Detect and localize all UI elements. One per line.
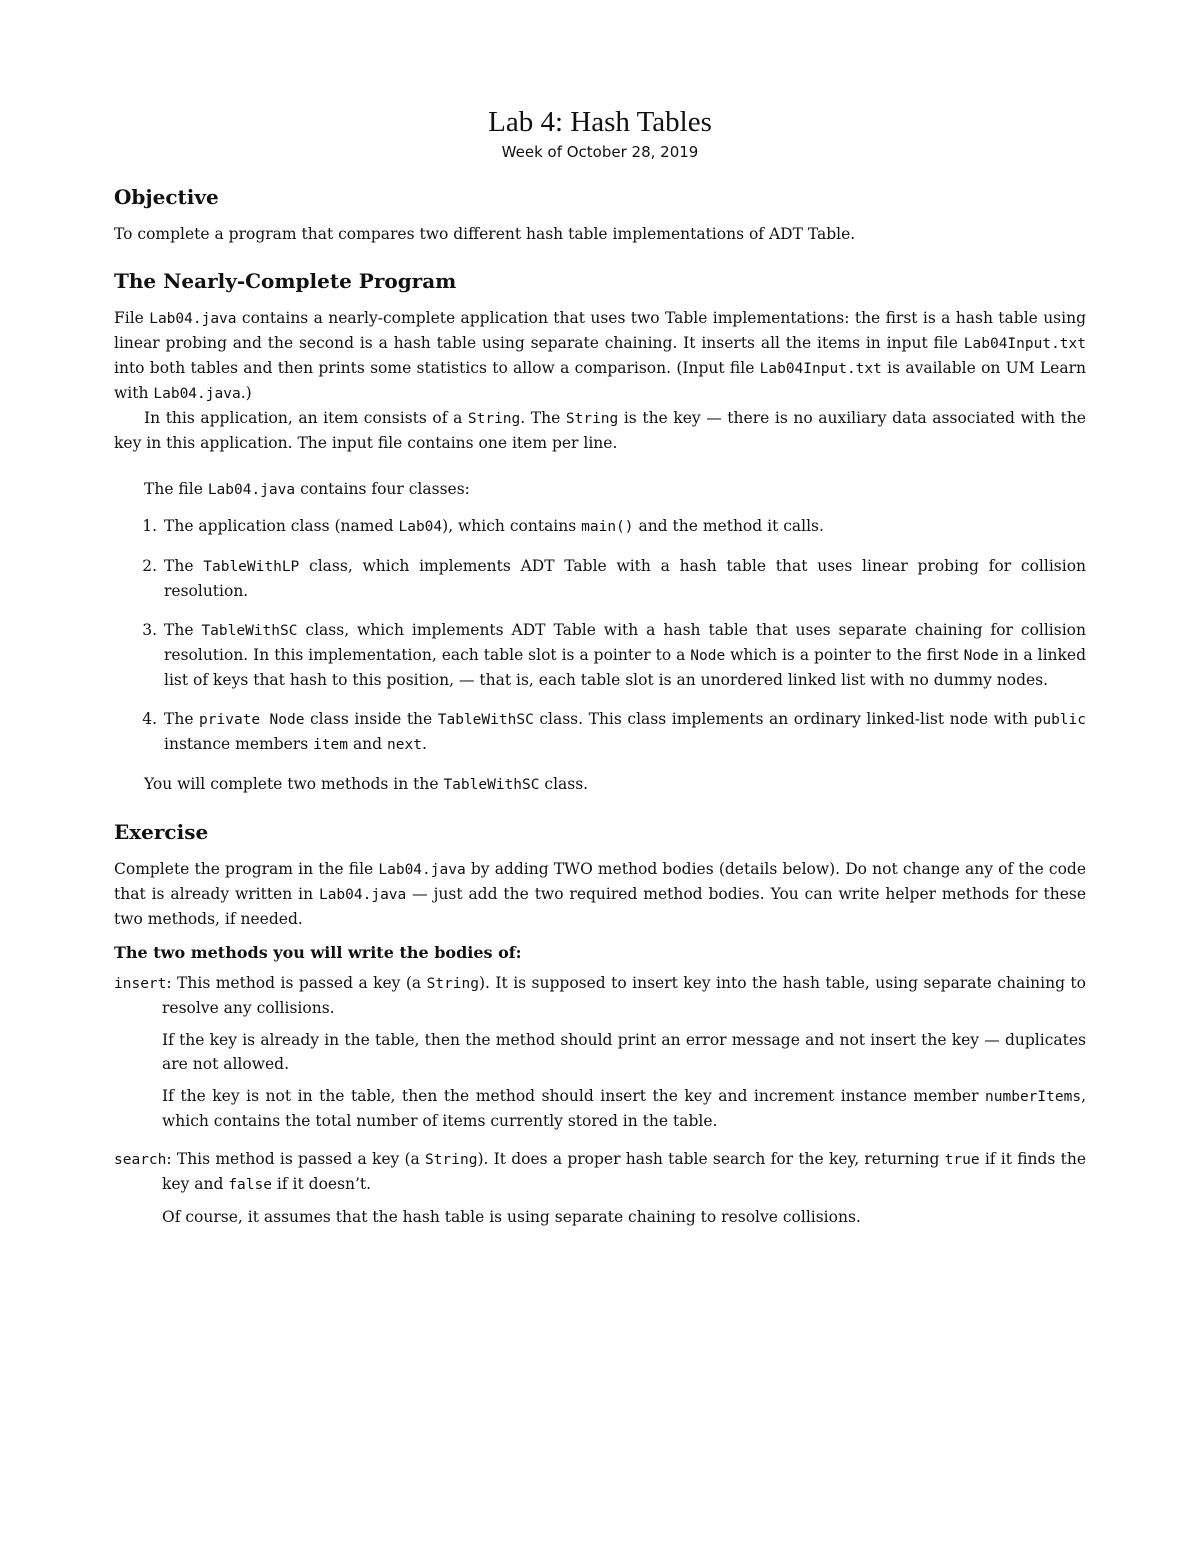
exercise-paragraph-1: Complete the program in the file Lab04.java by adding TWO method bodies (details below). Do not change any of the code that is already written in Lab04.java — just add the two required method bodies. You can write helper methods for these two methods, if needed. (114, 860, 1087, 928)
program-heading: The Nearly-Complete Program (114, 269, 457, 293)
list-item: 4. The private Node class inside the TableWithSC class. This class implements an ordinary linked-list node with public instance members item and next. (162, 707, 1086, 757)
program-paragraph-2: In this application, an item consists of a String. The String is the key — there is no auxiliary data associated with the key in this application. The input file contains one item per line. (114, 409, 1086, 452)
document-subtitle: Week of October 28, 2019 (501, 143, 699, 161)
title-block (114, 104, 1086, 162)
search-method-label: search (114, 1152, 167, 1168)
search-description: search: This method is passed a key (a String). It does a proper hash table search for the key, returning true if it finds the key and false if it doesn’t. Of course, it assumes that the hash table is using separate chaining to resolve collisions. (114, 1150, 1087, 1226)
program-paragraph-3: The file Lab04.java contains four classes: (144, 480, 470, 498)
program-paragraph-4: You will complete two methods in the TableWithSC class. (144, 775, 589, 793)
list-item: 2. The TableWithLP class, which implements ADT Table with a hash table that uses linear probing for collision resolution. (162, 554, 1086, 603)
insert-description: insert: This method is passed a key (a String). It is supposed to insert key into the hash table, using separate chaining to resolve any collisions. If the key is already in the table, then the method should print an error message and not insert the key — duplicates are not allowed. If the key is not in the table, then the method should insert the key and increment instance member numberItems, which contains the total number of items currently stored in the table. (114, 974, 1086, 1130)
objective-section (114, 184, 1086, 246)
list-item: 3. The TableWithSC class, which implements ADT Table with a hash table that uses separate chaining for collision resolution. In this implementation, each table slot is a pointer to a Node which is a pointer to the first Node in a linked list of keys that hash to this position, — that is, each table slot is an unordered linked list with no dummy nodes. (162, 618, 1086, 692)
exercise-section (114, 819, 1086, 1229)
objective-heading: Objective (114, 185, 219, 209)
objective-text: To complete a program that compares two different hash table implementations of ADT Table. (114, 225, 856, 243)
classes-list (114, 514, 1086, 757)
program-paragraph-1: File Lab04.java contains a nearly-complete application that uses two Table implementations: the first is a hash table using linear probing and the second is a hash table using separate chaining. It inserts all the items in input file Lab04Input.txt into both tables and then prints some statistics to allow a comparison. (Input file Lab04Input.txt is available on UM Learn with Lab04.java.) (114, 309, 1086, 402)
document-title: Lab 4: Hash Tables (488, 106, 712, 138)
methods-subheading: The two methods you will write the bodies of: (114, 943, 522, 962)
exercise-heading: Exercise (114, 820, 209, 844)
insert-method-label: insert (114, 976, 167, 992)
program-section (114, 268, 1086, 797)
list-item: 1. The application class (named Lab04), which contains main() and the method it calls. (162, 514, 1086, 539)
